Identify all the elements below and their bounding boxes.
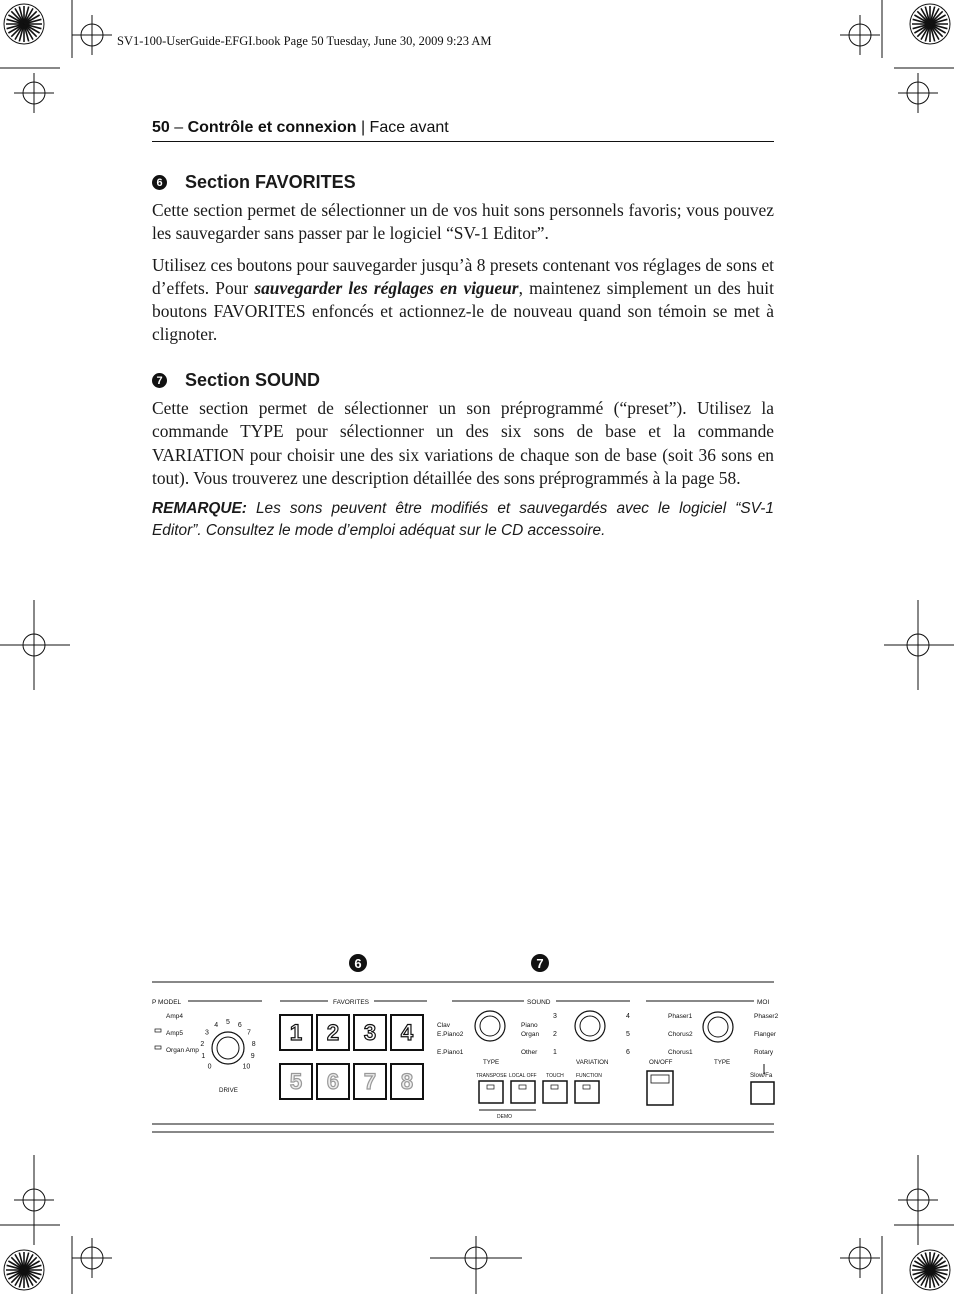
chapter-title: Contrôle et connexion [187, 119, 357, 136]
drive-scale-number: 5 [226, 1019, 230, 1026]
section-title: Section SOUND [185, 370, 321, 390]
amp-option: Organ Amp [166, 1047, 199, 1054]
running-head-dash: – [169, 119, 188, 136]
paragraph-text: Utilisez ces boutons pour sauvegarder jusqu’à 8 presets contenant vos réglages de sons et d’effets. Pour [152, 254, 774, 298]
drive-scale-number: 0 [207, 1063, 212, 1071]
favorite-button-label: 8 [400, 1069, 414, 1094]
modulation-type-label: TYPE [714, 1059, 731, 1066]
section-number-badge: 6 [152, 175, 167, 190]
transpose-button[interactable] [479, 1081, 503, 1103]
type-option: E.Piano2 [437, 1031, 464, 1038]
drive-scale-number: 3 [205, 1029, 209, 1037]
variation-option: 2 [553, 1031, 557, 1038]
drive-scale-number: 2 [200, 1040, 205, 1048]
slow-fast-button[interactable] [751, 1082, 774, 1104]
section-sound [152, 370, 774, 541]
running-head-separator: | [356, 119, 370, 136]
transpose-label: TRANSPOSE [476, 1073, 507, 1079]
section-name: Face avant [369, 119, 449, 136]
favorite-button-label: 2 [326, 1020, 340, 1045]
variation-label: VARIATION [576, 1059, 609, 1066]
section-number-badge: 7 [152, 373, 167, 388]
type-option: Clav [437, 1022, 451, 1029]
variation-option: 5 [626, 1031, 630, 1038]
modulation-option: Phaser2 [754, 1013, 779, 1020]
drive-scale-number: 7 [247, 1029, 251, 1037]
favorites-title: FAVORITES [333, 999, 369, 1006]
favorite-button-label: 6 [326, 1069, 340, 1094]
amp-option: Amp5 [166, 1030, 183, 1037]
paragraph: Cette section permet de sélectionner un de vos huit sons personnels favoris; vous pouvez les sauvegarder sans passer par le logiciel “SV-1 Editor”. [152, 200, 774, 244]
section-heading [152, 172, 774, 193]
on-off-label: ON/OFF [649, 1059, 673, 1066]
drive-scale-number: 1 [201, 1053, 206, 1060]
drive-scale-number: 9 [250, 1053, 255, 1060]
drive-scale-number: 4 [214, 1021, 219, 1029]
local-off-button[interactable] [511, 1081, 535, 1103]
local-off-label: LOCAL OFF [509, 1073, 537, 1079]
variation-option: 1 [553, 1049, 557, 1056]
favorite-button-label: 1 [289, 1020, 303, 1045]
modulation-option: Phaser1 [668, 1013, 693, 1020]
variation-option: 6 [626, 1049, 630, 1056]
favorite-button-label: 5 [289, 1069, 303, 1094]
modulation-title: MOI [757, 999, 770, 1006]
favorite-button-label: 7 [363, 1069, 377, 1094]
demo-label: DEMO [497, 1114, 512, 1120]
drive-label: DRIVE [219, 1087, 238, 1094]
figure-callout-6: 6 [349, 954, 367, 972]
section-favorites [152, 172, 774, 355]
paragraph: Cette section permet de sélectionner un son préprogrammé (“preset”). Utilisez la commande TYPE pour sélectionner un des six sons de base et la commande VARIATION pour choisir une des six variations de chaque son de base (soit 36 sons en tout). Vous trouverez une description détaillée des sons préprogrammés à la page 58. [152, 398, 774, 488]
favorites-section [280, 999, 427, 1099]
paragraph-text: , maintenez simplement un des huit boutons FAVORITES enfoncés et actionnez-le de nouveau quand son témoin se met à clignoter. [152, 277, 774, 345]
type-label: TYPE [483, 1059, 500, 1066]
touch-label: TOUCH [546, 1073, 564, 1079]
modulation-option: Rotary [754, 1049, 774, 1056]
function-button[interactable] [575, 1081, 599, 1103]
favorite-button-label: 4 [400, 1020, 414, 1045]
print-header: SV1-100-UserGuide-EFGI.book Page 50 Tuesday, June 30, 2009 9:23 AM [117, 34, 492, 48]
variation-option: 3 [553, 1013, 557, 1020]
sound-section [437, 999, 630, 1120]
note-text: Les sons peuvent être modifiés et sauvegardés avec le logiciel “SV-1 Editor”. Consultez le mode d’emploi adéquat sur le CD accessoire. [152, 500, 774, 539]
variation-option: 4 [626, 1013, 630, 1020]
drive-scale-number: 8 [251, 1040, 256, 1048]
front-panel-illustration [152, 978, 779, 1138]
modulation-option: Flanger [754, 1031, 777, 1038]
modulation-option: Chorus1 [668, 1049, 693, 1056]
type-option: Organ [521, 1031, 540, 1038]
favorite-button-label: 3 [363, 1020, 377, 1045]
section-heading [152, 370, 774, 391]
function-label: FUNCTION [576, 1073, 602, 1079]
drive-scale-number: 6 [237, 1021, 242, 1029]
note [152, 498, 774, 541]
section-title: Section FAVORITES [185, 172, 356, 192]
page-number: 50 [152, 119, 170, 136]
amp-option: Amp4 [166, 1013, 183, 1020]
running-head [152, 119, 774, 142]
amp-model-section [152, 999, 262, 1094]
modulation-option: Chorus2 [668, 1031, 693, 1038]
drive-scale-number: 10 [242, 1063, 251, 1071]
note-label: REMARQUE: [152, 500, 247, 518]
amp-model-title: P MODEL [152, 999, 182, 1006]
sound-title: SOUND [527, 999, 551, 1006]
type-option: E.Piano1 [437, 1049, 464, 1056]
touch-button[interactable] [543, 1081, 567, 1103]
paragraph [152, 254, 774, 347]
slow-fast-label: Slow/Fa [750, 1072, 773, 1079]
modulation-section [646, 999, 779, 1105]
figure-callout-7: 7 [531, 954, 549, 972]
type-option: Piano [521, 1022, 538, 1029]
emphasis-text: sauvegarder les réglages en vigueur [254, 277, 519, 298]
type-option: Other [521, 1049, 538, 1056]
